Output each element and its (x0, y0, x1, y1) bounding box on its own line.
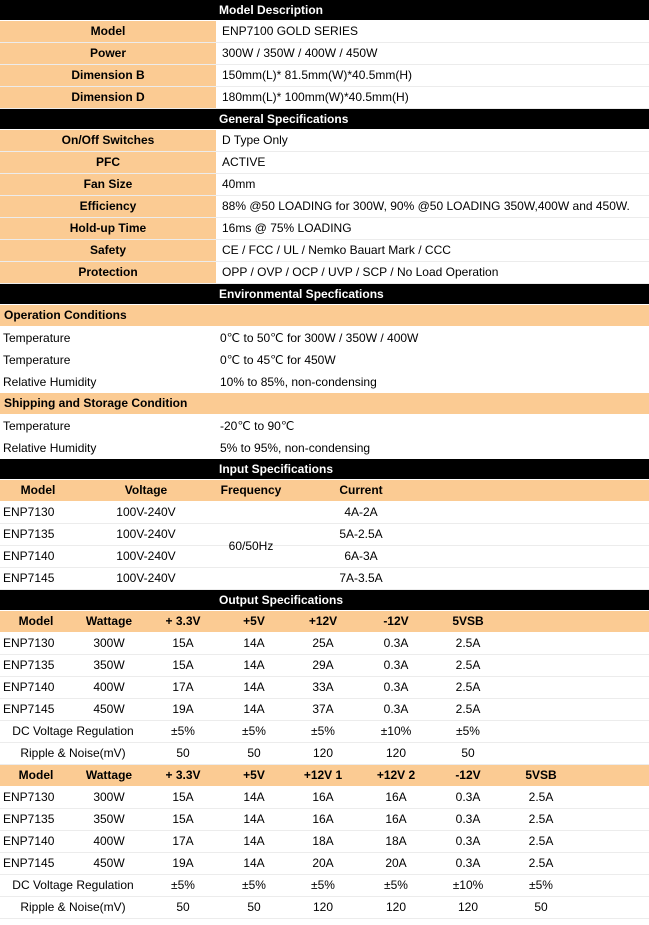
input-table-row (0, 546, 649, 568)
cell-value: ±5% (456, 724, 480, 738)
spec-row (0, 65, 649, 87)
cell-value: 50 (176, 900, 190, 914)
cell-current: 4A-2A (344, 505, 378, 519)
cell-value: 450W (93, 856, 125, 870)
cell-voltage: 100V-240V (116, 549, 176, 563)
column-header: +12V 1 (303, 768, 343, 782)
output-column-header-row (0, 611, 649, 633)
cell-value: 16A (385, 790, 407, 804)
cell-current: 5A-2.5A (339, 527, 383, 541)
cell-value: 120 (385, 746, 407, 760)
cell-value: 0.3A (455, 856, 481, 870)
model-description-table (0, 21, 649, 109)
cell-value: 0.3A (455, 790, 481, 804)
ripple-noise-row (0, 897, 649, 919)
cell-voltage: 100V-240V (116, 571, 176, 585)
env-row (0, 371, 649, 393)
cell-value: 19A (172, 702, 194, 716)
environmental-specifications-table (0, 305, 649, 459)
cell-value: ±10% (380, 724, 412, 738)
spec-row (0, 262, 649, 284)
column-header: Voltage (124, 483, 168, 497)
column-header: +5V (243, 768, 265, 782)
column-header: +12V (308, 614, 338, 628)
spec-label: Fan Size (0, 174, 219, 195)
ripple-noise-row (0, 743, 649, 765)
cell-value: 19A (172, 856, 194, 870)
output-table-row (0, 809, 649, 831)
cell-value: 50 (176, 746, 190, 760)
cell-value: 14A (243, 658, 265, 672)
cell-value: 20A (385, 856, 407, 870)
cell-value: 14A (243, 790, 265, 804)
cell-model: ENP7130 (3, 505, 55, 519)
env-row (0, 437, 649, 459)
cell-value: ±5% (242, 878, 266, 892)
env-value: 5% to 95%, non-condensing (220, 441, 371, 455)
cell-value: 14A (243, 812, 265, 826)
env-label: Temperature (3, 331, 71, 345)
spec-row (0, 174, 649, 196)
spec-label: Protection (0, 262, 219, 283)
cell-value: 350W (93, 658, 125, 672)
cell-value: 29A (312, 658, 334, 672)
input-table-row (0, 568, 649, 590)
spec-value: 16ms @ 75% LOADING (222, 221, 352, 235)
cell-model: ENP7130 (3, 636, 55, 650)
cell-value: 37A (312, 702, 334, 716)
input-specifications-table (0, 480, 649, 590)
cell-value: 120 (312, 746, 334, 760)
cell-value: 300W (93, 636, 125, 650)
spec-value: ACTIVE (222, 155, 266, 169)
column-header: Model (18, 614, 54, 628)
cell-value: 17A (172, 680, 194, 694)
cell-value: 300W (93, 790, 125, 804)
column-header: Wattage (85, 614, 133, 628)
spec-label: Dimension D (0, 87, 219, 108)
cell-value: 16A (312, 790, 334, 804)
row-label: Ripple & Noise(mV) (20, 900, 126, 914)
env-value: 0℃ to 45℃ for 450W (220, 353, 336, 367)
spec-value: 40mm (222, 177, 256, 191)
cell-value: 120 (457, 900, 479, 914)
output-column-header-row (0, 765, 649, 787)
env-row (0, 415, 649, 437)
section-header-model-description: Model Description (0, 0, 649, 21)
env-value: -20℃ to 90℃ (220, 419, 295, 433)
env-label: Relative Humidity (3, 441, 97, 455)
input-table-row (0, 524, 649, 546)
env-value: 10% to 85%, non-condensing (220, 375, 377, 389)
output-specifications-tables (0, 611, 649, 919)
spec-label: Efficiency (0, 196, 219, 217)
output-table-row (0, 831, 649, 853)
cell-value: 2.5A (455, 636, 481, 650)
general-specifications-table (0, 130, 649, 284)
cell-value: 120 (312, 900, 334, 914)
cell-value: 50 (247, 746, 261, 760)
cell-model: ENP7145 (3, 856, 55, 870)
spec-value: D Type Only (222, 133, 288, 147)
output-table-row (0, 787, 649, 809)
spec-label: On/Off Switches (0, 130, 219, 151)
cell-value: ±5% (311, 724, 335, 738)
column-header: +12V 2 (376, 768, 416, 782)
section-header-input-specifications: Input Specifications (0, 459, 649, 480)
column-header: + 3.3V (165, 614, 201, 628)
cell-model: ENP7135 (3, 527, 55, 541)
cell-value: 18A (312, 834, 334, 848)
column-header: Model (20, 483, 56, 497)
cell-current: 7A-3.5A (339, 571, 383, 585)
cell-value: 0.3A (455, 834, 481, 848)
spec-label: Dimension B (0, 65, 219, 86)
output-table-row (0, 633, 649, 655)
column-header: 5VSB (452, 614, 484, 628)
cell-value: 18A (385, 834, 407, 848)
cell-value: ±5% (171, 878, 195, 892)
cell-value: 15A (172, 658, 194, 672)
cell-value: 120 (385, 900, 407, 914)
column-header: Model (18, 768, 54, 782)
env-label: Temperature (3, 353, 71, 367)
cell-value: 14A (243, 834, 265, 848)
cell-value: 15A (172, 812, 194, 826)
column-header: Current (339, 483, 383, 497)
cell-model: ENP7145 (3, 702, 55, 716)
column-header: Frequency (220, 483, 282, 497)
spec-value: CE / FCC / UL / Nemko Bauart Mark / CCC (222, 243, 451, 257)
cell-value: ±5% (171, 724, 195, 738)
output-table-row (0, 699, 649, 721)
cell-value: 350W (93, 812, 125, 826)
cell-model: ENP7140 (3, 549, 55, 563)
cell-value: 33A (312, 680, 334, 694)
spec-value: 88% @50 LOADING for 300W, 90% @50 LOADING 350W,400W and 450W. (222, 199, 630, 213)
env-value: 0℃ to 50℃ for 300W / 350W / 400W (220, 331, 419, 345)
spec-row (0, 196, 649, 218)
section-header-environmental-specifications: Environmental Specfications (0, 284, 649, 305)
cell-value: 2.5A (528, 834, 554, 848)
output-table-row (0, 655, 649, 677)
spec-row (0, 43, 649, 65)
spec-row (0, 21, 649, 43)
spec-row (0, 87, 649, 109)
spec-row (0, 130, 649, 152)
input-table-row (0, 502, 649, 524)
cell-model: ENP7140 (3, 834, 55, 848)
spec-label: Safety (0, 240, 219, 261)
cell-value: 17A (172, 834, 194, 848)
cell-value: 0.3A (383, 636, 409, 650)
spec-row (0, 152, 649, 174)
env-label: Temperature (3, 419, 71, 433)
column-header: -12V (455, 768, 481, 782)
cell-value: 2.5A (528, 812, 554, 826)
spec-value: ENP7100 GOLD SERIES (222, 24, 359, 38)
cell-value: ±5% (242, 724, 266, 738)
cell-value: 0.3A (383, 702, 409, 716)
env-row (0, 349, 649, 371)
dc-voltage-regulation-row (0, 721, 649, 743)
env-label: Relative Humidity (3, 375, 97, 389)
cell-value: 0.3A (383, 658, 409, 672)
column-header: -12V (383, 614, 409, 628)
input-table-body (0, 502, 649, 590)
cell-model: ENP7140 (3, 680, 55, 694)
dc-voltage-regulation-row (0, 875, 649, 897)
cell-value: 14A (243, 702, 265, 716)
cell-value: ±5% (529, 878, 553, 892)
cell-value: 2.5A (455, 680, 481, 694)
cell-value: 450W (93, 702, 125, 716)
column-header: 5VSB (525, 768, 557, 782)
cell-model: ENP7135 (3, 658, 55, 672)
cell-frequency-merged: 60/50Hz (228, 539, 274, 553)
cell-value: 14A (243, 636, 265, 650)
row-label: Ripple & Noise(mV) (20, 746, 126, 760)
env-row (0, 327, 649, 349)
column-header: +5V (243, 614, 265, 628)
section-header-output-specifications: Output Specifications (0, 590, 649, 611)
spec-value: OPP / OVP / OCP / UVP / SCP / No Load Operation (222, 265, 499, 279)
cell-model: ENP7135 (3, 812, 55, 826)
column-header: Wattage (85, 768, 133, 782)
cell-value: 0.3A (455, 812, 481, 826)
spec-value: 150mm(L)* 81.5mm(W)*40.5mm(H) (222, 68, 413, 82)
section-header-general-specifications: General Specifications (0, 109, 649, 130)
output-table-row (0, 677, 649, 699)
row-label: DC Voltage Regulation (12, 724, 134, 738)
cell-value: 400W (93, 680, 125, 694)
cell-value: 400W (93, 834, 125, 848)
cell-value: 50 (534, 900, 548, 914)
column-header: + 3.3V (165, 768, 201, 782)
cell-model: ENP7145 (3, 571, 55, 585)
spec-row (0, 218, 649, 240)
cell-value: 0.3A (383, 680, 409, 694)
spec-value: 180mm(L)* 100mm(W)*40.5mm(H) (222, 90, 409, 104)
cell-value: ±10% (452, 878, 484, 892)
env-group-heading: Operation Conditions (0, 305, 649, 327)
cell-value: ±5% (311, 878, 335, 892)
spec-label: PFC (0, 152, 219, 173)
spec-label: Model (0, 21, 219, 42)
env-group-heading: Shipping and Storage Condition (0, 393, 649, 415)
cell-value: 14A (243, 680, 265, 694)
cell-value: 50 (247, 900, 261, 914)
cell-value: 2.5A (528, 856, 554, 870)
cell-value: 2.5A (455, 702, 481, 716)
cell-value: 16A (385, 812, 407, 826)
cell-value: 14A (243, 856, 265, 870)
spec-row (0, 240, 649, 262)
cell-value: ±5% (384, 878, 408, 892)
spec-value: 300W / 350W / 400W / 450W (222, 46, 378, 60)
input-column-header-row (0, 480, 649, 502)
output-table-row (0, 853, 649, 875)
spec-label: Hold-up Time (0, 218, 219, 239)
cell-value: 15A (172, 790, 194, 804)
cell-value: 50 (461, 746, 475, 760)
cell-value: 20A (312, 856, 334, 870)
cell-value: 2.5A (455, 658, 481, 672)
cell-value: 16A (312, 812, 334, 826)
cell-model: ENP7130 (3, 790, 55, 804)
row-label: DC Voltage Regulation (12, 878, 134, 892)
cell-value: 25A (312, 636, 334, 650)
cell-current: 6A-3A (344, 549, 378, 563)
cell-value: 2.5A (528, 790, 554, 804)
cell-voltage: 100V-240V (116, 527, 176, 541)
spec-label: Power (0, 43, 219, 64)
cell-value: 15A (172, 636, 194, 650)
cell-voltage: 100V-240V (116, 505, 176, 519)
